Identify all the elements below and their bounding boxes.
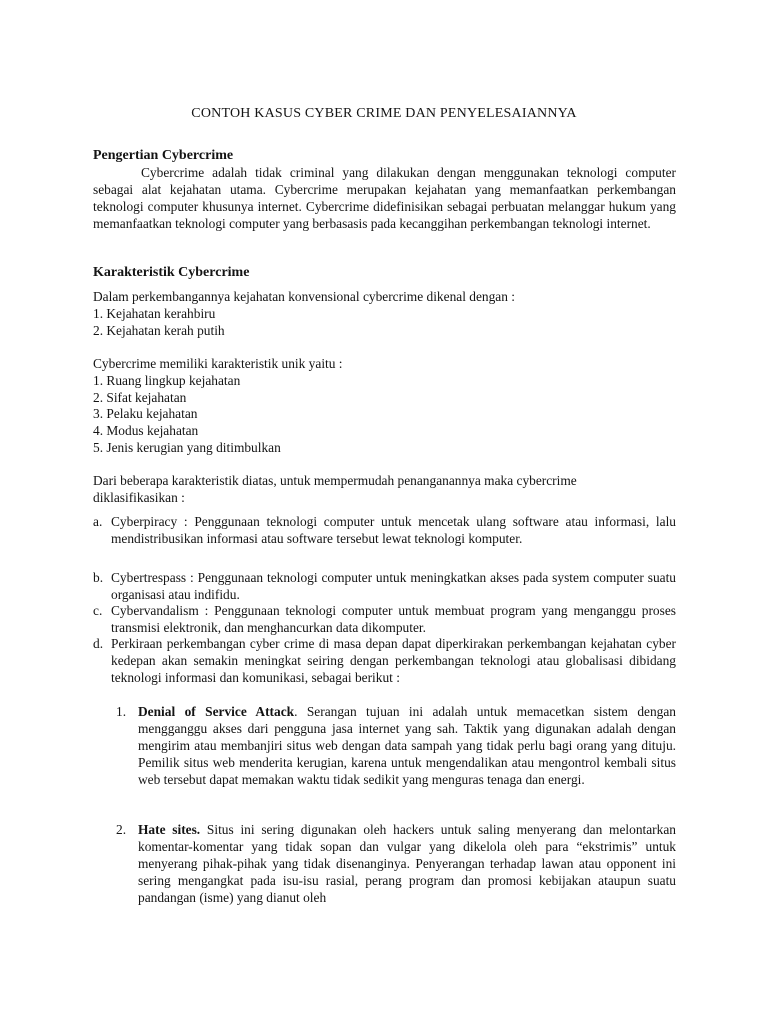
list-item: 1. Ruang lingkup kejahatan (93, 373, 241, 388)
document-title: CONTOH KASUS CYBER CRIME DAN PENYELESAIANNYA (191, 106, 577, 121)
class-item-text: Cybertrespass : Penggunaan teknologi computer untuk meningkatkan akses pada system computer suatu organisasi atau indifidu. (111, 570, 676, 602)
item-title: Hate sites. (138, 822, 201, 837)
class-item-text: Cyberpiracy : Penggunaan teknologi computer untuk mencetak ulang software atau informasi, lalu mendistribusikan informasi atau software tersebut lewat teknologi komputer. (111, 514, 676, 546)
class-item-text: Perkiraan perkembangan cyber crime di masa depan dapat diperkirakan perkembangan kejahatan cyber kedepan akan semakin meningkat seiring dengan perkembangan teknologi atau globalisasi dibidang teknologi informasi dan komunikasi, sebagai berikut : (111, 636, 676, 685)
class-item-text: Cybervandalism : Penggunaan teknologi computer untuk membuat program yang menganggu proses transmisi elektronik, dan menghancurkan data dikomputer. (111, 603, 676, 635)
paragraph-text: Cybercrime adalah tidak criminal yang dilakukan dengan menggunakan teknologi computer sebagai alat kejahatan utama. Cybercrime merupakan kejahatan yang memanfaatkan perkembangan teknologi computer khusunya internet. Cybercrime didefinisikan sebagai perbuatan melanggar hukum yang memanfaatkan teknologi computer yang berbasasis pada kecanggihan perkembangan teknologi internet. (93, 165, 676, 231)
class-intro-text: Dari beberapa karakteristik diatas, untuk mempermudah penanganannya maka cybercrime diklasifikasikan : (93, 473, 577, 505)
list-marker: 2. (116, 822, 127, 837)
list-marker: d. (93, 636, 104, 651)
list-marker: a. (93, 514, 103, 529)
intro-text: Dalam perkembangannya kejahatan konvensional cybercrime dikenal dengan : (93, 289, 516, 304)
list-item: 1. Kejahatan kerahbiru (93, 306, 216, 321)
list-marker: c. (93, 603, 103, 618)
numbered-item-text (138, 821, 676, 906)
char-intro-text: Cybercrime memiliki karakteristik unik yaitu : (93, 356, 343, 371)
class-item (93, 513, 676, 547)
list-marker: b. (93, 570, 104, 585)
list-marker: 1. (116, 704, 127, 719)
numbered-item-text (138, 703, 676, 788)
list-item: 2. Sifat kejahatan (93, 390, 187, 405)
numbered-item (116, 821, 676, 906)
list-item: 4. Modus kejahatan (93, 423, 199, 438)
class-item (93, 635, 676, 686)
paragraph-pengertian (93, 164, 676, 232)
class-item (93, 602, 676, 636)
item-body: . Serangan tujuan ini adalah untuk memacetkan sistem dengan mengganggu akses dari pengguna jasa internet yang sah. Taktik yang digunakan adalah dengan mengirim atau membanjiri situs web dengan data sampah yang tidak perlu bagi orang yang dituju. Pemilik situs web menderita kerugian, karena untuk mengendalikan atau mengontrol kembali situs web tersebut dapat memakan waktu tidak sedikit yang menguras tenaga dan energi. (138, 704, 677, 787)
item-title: Denial of Service Attack (138, 704, 295, 719)
section-heading-pengertian: Pengertian Cybercrime (93, 148, 234, 163)
list-item: 2. Kejahatan kerah putih (93, 323, 225, 338)
class-item (93, 569, 676, 603)
numbered-item (116, 703, 676, 788)
section-heading-karakteristik: Karakteristik Cybercrime (93, 265, 250, 280)
list-item: 5. Jenis kerugian yang ditimbulkan (93, 440, 281, 455)
item-body: Situs ini sering digunakan oleh hackers untuk saling menyerang dan melontarkan komentar-komentar yang tidak sopan dan vulgar yang dikelola oleh para “ekstrimis” untuk menyerang pihak-pihak yang tidak disenanginya. Penyerangan terhadap lawan atau opponent ini sering mengangkat pada isu-isu rasial, perang program dan promosi kebijakan ataupun suatu pandangan (isme) yang dianut oleh (138, 822, 676, 905)
list-item: 3. Pelaku kejahatan (93, 406, 198, 421)
